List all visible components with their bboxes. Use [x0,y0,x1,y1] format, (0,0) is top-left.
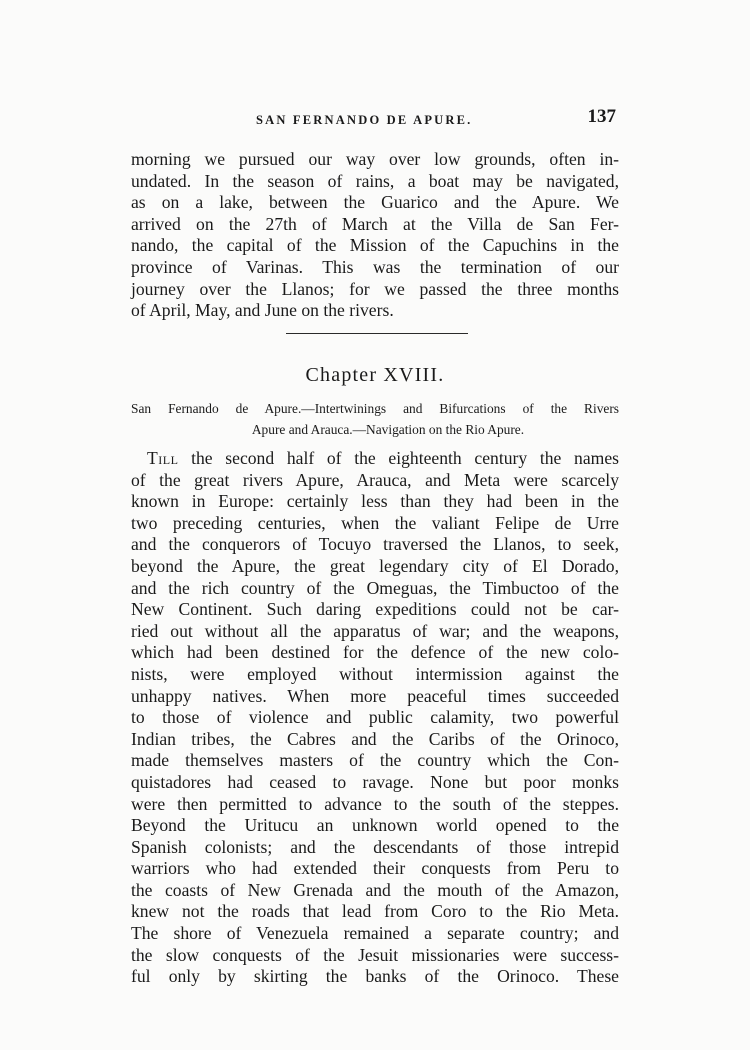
text-line: ried out without all the apparatus of war; and the weapons, [131,620,619,641]
text-line: beyond the Apure, the great legendary city of El Dorado, [131,555,619,576]
text-line: and the conquerors of Tocuyo traversed the Llanos, to seek, [131,534,619,555]
text-line: undated. In the season of rains, a boat may be navigated, [131,170,619,191]
text-line: known in Europe: certainly less than they had been in the [131,491,619,512]
text-line: of the great rivers Apure, Arauca, and Meta were scarcely [131,469,619,490]
text-line: knew not the roads that lead from Coro to the Rio Meta. [131,901,619,922]
text-line: quistadores had ceased to ravage. None but poor monks [131,771,619,792]
text-line: nando, the capital of the Mission of the Capuchins in the [131,235,619,256]
text-line: nists, were employed without intermission against the [131,663,619,684]
text-line: journey over the Llanos; for we passed the three months [131,278,619,299]
section-divider [286,333,468,334]
text-line: The shore of Venezuela remained a separate country; and [131,923,619,944]
page-number: 137 [587,106,616,127]
text-line: morning we pursued our way over low grounds, often in- [131,149,619,169]
text-line: and the rich country of the Omeguas, the Timbuctoo of the [131,577,619,598]
text-line: were then permitted to advance to the south of the steppes. [131,793,619,814]
chapter-summary [131,398,619,440]
summary-line: San Fernando de Apure.—Intertwinings and Bifurcations of the Rivers [131,401,619,416]
running-title: SAN FERNANDO DE APURE. [256,113,473,127]
text-line: Indian tribes, the Cabres and the Caribs of the Orinoco, [131,728,619,749]
opening-word: Till [147,448,179,468]
text-line: which had been destined for the defence of the new colo- [131,642,619,663]
text-line: made themselves masters of the country which the Con- [131,750,619,771]
text-line: arrived on the 27th of March at the Villa de San Fer- [131,213,619,234]
chapter-body [131,448,619,988]
summary-line: Apure and Arauca.—Navigation on the Rio Apure. [251,422,525,437]
text-line: the coasts of New Grenada and the mouth of the Amazon, [131,879,619,900]
text-line: ful only by skirting the banks of the Orinoco. These [131,966,619,987]
text-line: the slow conquests of the Jesuit missionaries were success- [131,944,619,965]
text-line: province of Varinas. This was the termination of our [131,256,619,277]
text-line: two preceding centuries, when the valiant Felipe de Urre [131,512,619,533]
text-line: Spanish colonists; and the descendants of those intrepid [131,836,619,857]
text-line: unhappy natives. When more peaceful times succeeded [131,685,619,706]
intro-paragraph [131,149,619,322]
text-line: to those of violence and public calamity, two powerful [131,707,619,728]
text-line: New Continent. Such daring expeditions could not be car- [131,599,619,620]
text-line [131,448,619,470]
text-line: Beyond the Uritucu an unknown world opened to the [131,815,619,836]
running-head [132,108,618,134]
text-line: of April, May, and June on the rivers. [131,300,394,321]
text-line: warriors who had extended their conquests from Peru to [131,858,619,879]
text-line: as on a lake, between the Guarico and the Apure. We [131,192,619,213]
first-line-text: the second half of the eighteenth century the names [178,448,619,468]
chapter-heading: Chapter XVIII. [305,364,445,386]
